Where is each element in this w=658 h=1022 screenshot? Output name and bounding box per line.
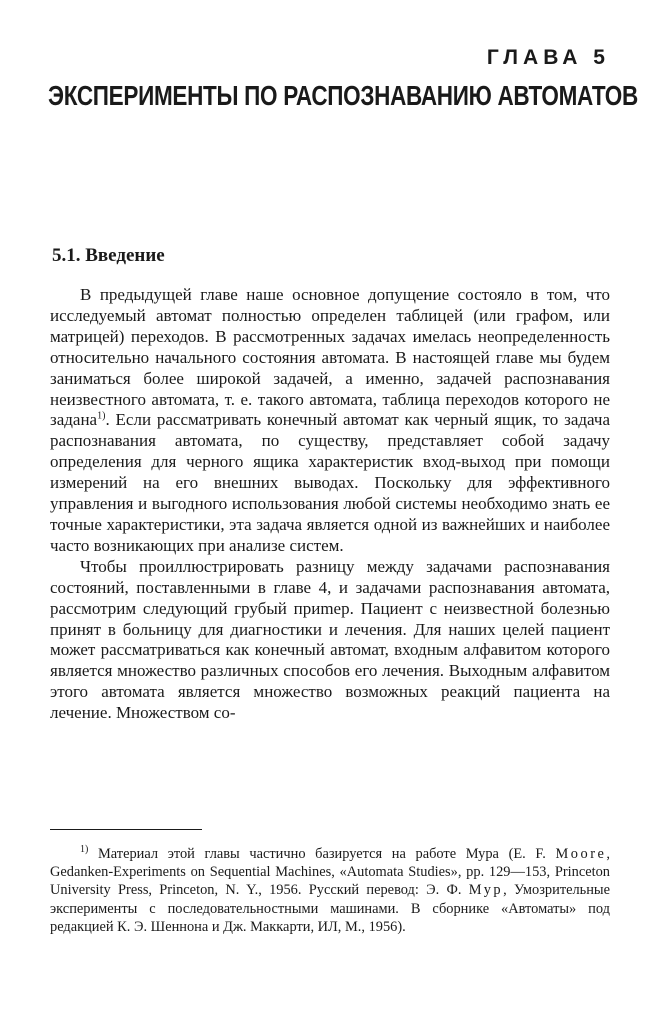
paragraph-1-part-1: В предыдущей главе наше основное допущение состояло в том, что исследуемый автомат полностью определен таблицей (или графом, или матрицей) переходов. В рассмотренных задачах имелась неопределенность относительно начального состояния автомата. В настоящей главе мы будем заниматься более широкой задачей, а именно, задачей распознавания неизвестного автомата, т. е. такого автомата, таблица переходов которого не задана xyxy=(50,285,610,430)
footnote-text-b: , Gedanken-Experiments on Sequential Machines, «Automata Studies», pp. 129—153, Princeton University Press, Princeton, N. Y., 1956. Русский перевод: Э. Ф. xyxy=(50,846,610,899)
section-heading: 5.1. Введение xyxy=(52,245,165,266)
footnote-mark: 1) xyxy=(80,844,89,856)
footnote-author: Moore xyxy=(555,846,607,862)
chapter-label: ГЛАВА 5 xyxy=(486,46,610,69)
footnote-author-ru: Мур xyxy=(468,882,504,899)
footnote-reference: 1) xyxy=(97,410,106,422)
footnote-divider xyxy=(50,829,202,830)
chapter-title: ЭКСПЕРИМЕНТЫ ПО РАСПОЗНАВАНИЮ АВТОМАТОВ xyxy=(48,80,638,112)
footnote-1 xyxy=(50,845,610,936)
paragraph-1 xyxy=(50,285,610,557)
paragraph-2: Чтобы проиллюстрировать разницу между задачами распознавания состояний, поставленными в главе 4, и задачами распознавания автомата, рассмотрим следующий грубый приmер. Пациент с неизвестной болезнью принят в больницу для диагностики и лечения. Для наших целей пациент может рассматриваться как конечный автомат, входным алфавитом которого является множество различных способов его лечения. Выходным алфавитом этого автомата является множество возможных реакций пациента на лечение. Множеством со- xyxy=(50,556,610,723)
paragraph-1-part-2: . Если рассматривать конечный автомат как черный ящик, то задача распознавания автомата, по существу, представляет собой задачу определения для черного ящика характеристик вход-выход при помощи измерений на его внешних выводах. Поскольку для эффективного управления и выгодного использования любой системы необходимо знать ее точные характеристики, эта задача является одной из важнейших и наиболее часто возникающих при анализе систем. xyxy=(50,410,610,555)
body-text xyxy=(50,285,610,724)
footnotes xyxy=(50,845,610,936)
footnote-text-a: Материал этой главы частично базируется на работе Мура (E. F. xyxy=(88,846,556,862)
footnote-text-c: , Умозрительные эксперименты с последовательностными машинами. В сборнике «Автоматы» под редакцией К. Э. Шеннона и Дж. Маккарти, ИЛ, М., 1956). xyxy=(50,882,610,935)
